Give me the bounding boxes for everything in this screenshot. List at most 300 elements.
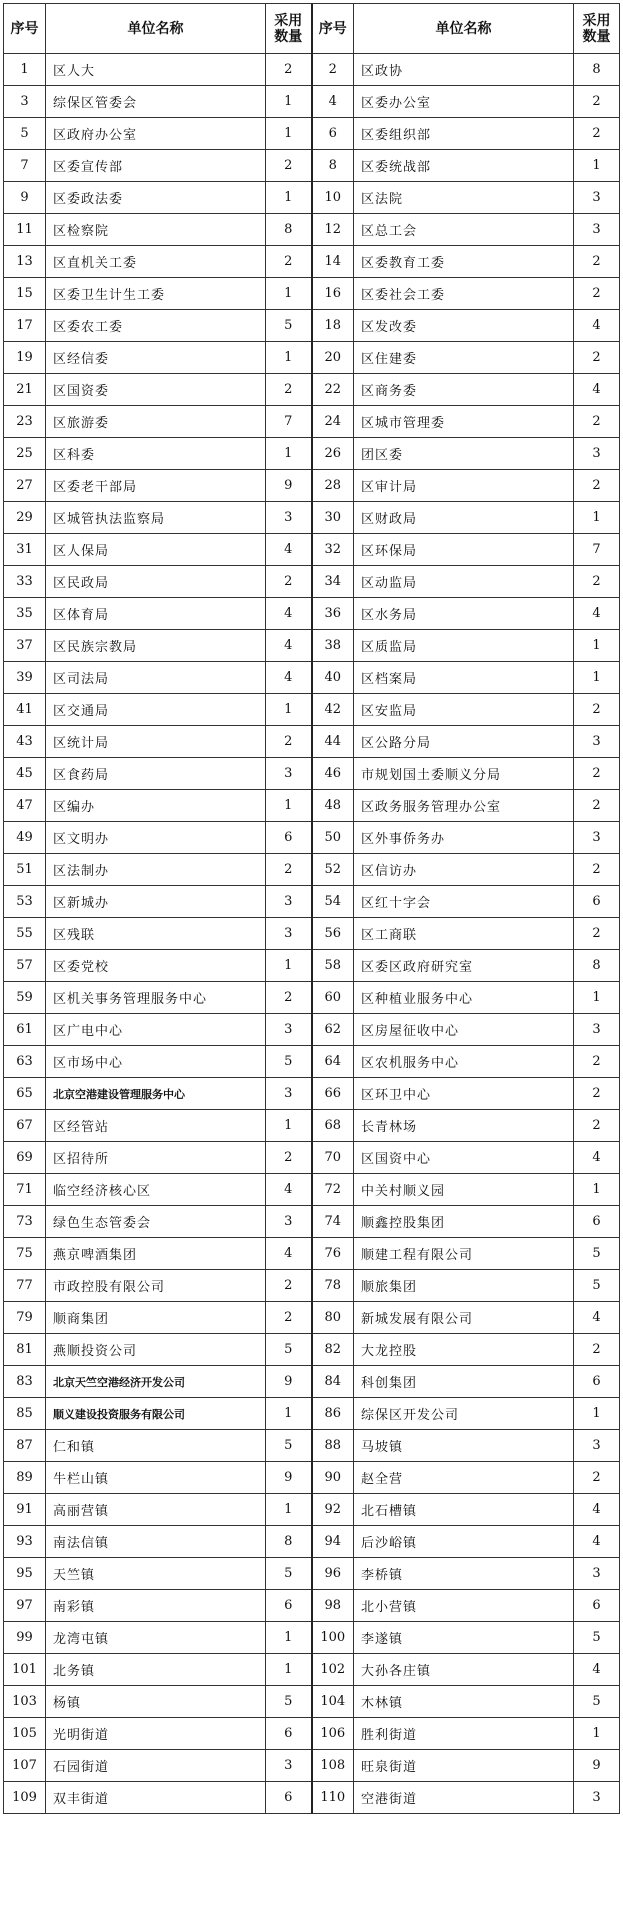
table-row bbox=[4, 790, 620, 822]
header-adoption-count bbox=[574, 4, 620, 54]
unit-name-cell: 南法信镇 bbox=[46, 1526, 266, 1558]
header-adoption-count-line2: 数量 bbox=[582, 28, 611, 45]
unit-name-cell: 区司法局 bbox=[46, 662, 266, 694]
adoption-count-cell: 2 bbox=[266, 150, 312, 182]
unit-name-cell: 科创集团 bbox=[354, 1366, 574, 1398]
serial-number-cell: 85 bbox=[4, 1398, 46, 1430]
adoption-count-cell: 4 bbox=[266, 534, 312, 566]
serial-number-cell: 109 bbox=[4, 1782, 46, 1814]
adoption-count-cell: 5 bbox=[266, 1558, 312, 1590]
table-row bbox=[4, 1334, 620, 1366]
unit-name-cell: 区安监局 bbox=[354, 694, 574, 726]
adoption-count-cell: 2 bbox=[266, 1302, 312, 1334]
unit-name-cell: 区质监局 bbox=[354, 630, 574, 662]
adoption-count-cell: 5 bbox=[574, 1270, 620, 1302]
adoption-count-cell: 6 bbox=[574, 1366, 620, 1398]
serial-number-cell: 54 bbox=[312, 886, 354, 918]
serial-number-cell: 96 bbox=[312, 1558, 354, 1590]
serial-number-cell: 73 bbox=[4, 1206, 46, 1238]
header-unit-name: 单位名称 bbox=[46, 4, 266, 54]
adoption-count-cell: 1 bbox=[574, 982, 620, 1014]
serial-number-cell: 44 bbox=[312, 726, 354, 758]
serial-number-cell: 6 bbox=[312, 118, 354, 150]
unit-name-cell: 旺泉街道 bbox=[354, 1750, 574, 1782]
adoption-count-cell: 2 bbox=[574, 1078, 620, 1110]
adoption-count-cell: 1 bbox=[266, 182, 312, 214]
table-row bbox=[4, 1014, 620, 1046]
serial-number-cell: 15 bbox=[4, 278, 46, 310]
unit-name-cell: 区人大 bbox=[46, 54, 266, 86]
table-row bbox=[4, 854, 620, 886]
unit-name-cell: 区残联 bbox=[46, 918, 266, 950]
unit-name-cell: 天竺镇 bbox=[46, 1558, 266, 1590]
adoption-count-cell: 3 bbox=[266, 918, 312, 950]
adoption-count-cell: 3 bbox=[266, 1014, 312, 1046]
unit-name-cell: 绿色生态管委会 bbox=[46, 1206, 266, 1238]
unit-name-cell: 区委教育工委 bbox=[354, 246, 574, 278]
unit-name-cell: 区城市管理委 bbox=[354, 406, 574, 438]
serial-number-cell: 98 bbox=[312, 1590, 354, 1622]
serial-number-cell: 69 bbox=[4, 1142, 46, 1174]
adoption-count-cell: 5 bbox=[266, 1046, 312, 1078]
adoption-count-cell: 1 bbox=[266, 950, 312, 982]
adoption-count-cell: 6 bbox=[574, 886, 620, 918]
adoption-count-cell: 5 bbox=[574, 1622, 620, 1654]
unit-name-cell: 顺义建设投资服务有限公司 bbox=[46, 1398, 266, 1430]
unit-name-cell: 胜利街道 bbox=[354, 1718, 574, 1750]
table-row bbox=[4, 342, 620, 374]
table-row bbox=[4, 1206, 620, 1238]
table-row bbox=[4, 694, 620, 726]
unit-name-cell: 大孙各庄镇 bbox=[354, 1654, 574, 1686]
serial-number-cell: 92 bbox=[312, 1494, 354, 1526]
serial-number-cell: 39 bbox=[4, 662, 46, 694]
adoption-count-cell: 1 bbox=[574, 630, 620, 662]
serial-number-cell: 103 bbox=[4, 1686, 46, 1718]
table-row bbox=[4, 374, 620, 406]
adoption-count-cell: 1 bbox=[266, 1398, 312, 1430]
unit-name-cell: 燕顺投资公司 bbox=[46, 1334, 266, 1366]
table-row bbox=[4, 1462, 620, 1494]
unit-name-cell: 市规划国土委顺义分局 bbox=[354, 758, 574, 790]
serial-number-cell: 81 bbox=[4, 1334, 46, 1366]
unit-name-cell: 市政控股有限公司 bbox=[46, 1270, 266, 1302]
serial-number-cell: 12 bbox=[312, 214, 354, 246]
serial-number-cell: 55 bbox=[4, 918, 46, 950]
unit-name-cell: 区委社会工委 bbox=[354, 278, 574, 310]
adoption-count-cell: 3 bbox=[574, 726, 620, 758]
unit-name-cell: 区统计局 bbox=[46, 726, 266, 758]
adoption-count-cell: 1 bbox=[266, 790, 312, 822]
unit-name-cell: 区委统战部 bbox=[354, 150, 574, 182]
adoption-count-cell: 6 bbox=[574, 1590, 620, 1622]
adoption-count-cell: 1 bbox=[266, 86, 312, 118]
unit-name-cell: 区委办公室 bbox=[354, 86, 574, 118]
adoption-count-cell: 3 bbox=[266, 1206, 312, 1238]
serial-number-cell: 9 bbox=[4, 182, 46, 214]
unit-name-cell: 区人保局 bbox=[46, 534, 266, 566]
serial-number-cell: 95 bbox=[4, 1558, 46, 1590]
serial-number-cell: 83 bbox=[4, 1366, 46, 1398]
table-header bbox=[4, 4, 620, 54]
table-row bbox=[4, 662, 620, 694]
adoption-count-cell: 6 bbox=[266, 822, 312, 854]
unit-name-cell: 北京天竺空港经济开发公司 bbox=[46, 1366, 266, 1398]
adoption-count-cell: 5 bbox=[266, 1430, 312, 1462]
table-row bbox=[4, 1174, 620, 1206]
adoption-count-cell: 5 bbox=[574, 1686, 620, 1718]
serial-number-cell: 11 bbox=[4, 214, 46, 246]
serial-number-cell: 17 bbox=[4, 310, 46, 342]
adoption-count-cell: 2 bbox=[574, 918, 620, 950]
table-row bbox=[4, 1078, 620, 1110]
unit-name-cell: 区动监局 bbox=[354, 566, 574, 598]
table-row bbox=[4, 1558, 620, 1590]
adoption-count-cell: 3 bbox=[574, 1430, 620, 1462]
table-row bbox=[4, 1590, 620, 1622]
unit-name-cell: 燕京啤酒集团 bbox=[46, 1238, 266, 1270]
serial-number-cell: 63 bbox=[4, 1046, 46, 1078]
unit-name-cell: 区直机关工委 bbox=[46, 246, 266, 278]
serial-number-cell: 25 bbox=[4, 438, 46, 470]
table-row bbox=[4, 758, 620, 790]
unit-name-cell: 区政协 bbox=[354, 54, 574, 86]
adoption-count-cell: 4 bbox=[266, 1174, 312, 1206]
adoption-count-cell: 8 bbox=[574, 54, 620, 86]
serial-number-cell: 58 bbox=[312, 950, 354, 982]
table-row bbox=[4, 246, 620, 278]
unit-name-cell: 区档案局 bbox=[354, 662, 574, 694]
serial-number-cell: 91 bbox=[4, 1494, 46, 1526]
serial-number-cell: 48 bbox=[312, 790, 354, 822]
adoption-count-cell: 1 bbox=[574, 1718, 620, 1750]
adoption-count-cell: 1 bbox=[266, 342, 312, 374]
serial-number-cell: 51 bbox=[4, 854, 46, 886]
unit-name-cell: 区国资中心 bbox=[354, 1142, 574, 1174]
adoption-count-cell: 4 bbox=[574, 1526, 620, 1558]
serial-number-cell: 33 bbox=[4, 566, 46, 598]
serial-number-cell: 35 bbox=[4, 598, 46, 630]
adoption-count-cell: 3 bbox=[266, 502, 312, 534]
adoption-count-cell: 8 bbox=[574, 950, 620, 982]
adoption-count-cell: 2 bbox=[574, 246, 620, 278]
header-serial-number: 序号 bbox=[312, 4, 354, 54]
unit-name-cell: 区市场中心 bbox=[46, 1046, 266, 1078]
unit-name-cell: 区交通局 bbox=[46, 694, 266, 726]
adoption-count-cell: 2 bbox=[266, 566, 312, 598]
unit-name-cell: 区体育局 bbox=[46, 598, 266, 630]
unit-name-cell: 区环保局 bbox=[354, 534, 574, 566]
unit-name-cell: 双丰街道 bbox=[46, 1782, 266, 1814]
unit-name-cell: 区农机服务中心 bbox=[354, 1046, 574, 1078]
adoption-count-cell: 1 bbox=[574, 662, 620, 694]
adoption-count-cell: 4 bbox=[574, 1654, 620, 1686]
adoption-count-cell: 6 bbox=[266, 1782, 312, 1814]
table-row bbox=[4, 1686, 620, 1718]
adoption-count-cell: 2 bbox=[574, 694, 620, 726]
unit-name-cell: 杨镇 bbox=[46, 1686, 266, 1718]
serial-number-cell: 70 bbox=[312, 1142, 354, 1174]
unit-name-cell: 区种植业服务中心 bbox=[354, 982, 574, 1014]
adoption-count-cell: 3 bbox=[266, 1078, 312, 1110]
unit-name-cell: 仁和镇 bbox=[46, 1430, 266, 1462]
adoption-count-cell: 1 bbox=[574, 150, 620, 182]
serial-number-cell: 37 bbox=[4, 630, 46, 662]
serial-number-cell: 16 bbox=[312, 278, 354, 310]
adoption-count-cell: 1 bbox=[266, 1494, 312, 1526]
serial-number-cell: 93 bbox=[4, 1526, 46, 1558]
adoption-count-cell: 2 bbox=[574, 118, 620, 150]
unit-name-cell: 区委政法委 bbox=[46, 182, 266, 214]
serial-number-cell: 47 bbox=[4, 790, 46, 822]
unit-name-cell: 李遂镇 bbox=[354, 1622, 574, 1654]
unit-name-cell: 北石槽镇 bbox=[354, 1494, 574, 1526]
table-row bbox=[4, 1238, 620, 1270]
unit-name-cell: 区城管执法监察局 bbox=[46, 502, 266, 534]
serial-number-cell: 42 bbox=[312, 694, 354, 726]
serial-number-cell: 21 bbox=[4, 374, 46, 406]
table-row bbox=[4, 1526, 620, 1558]
serial-number-cell: 90 bbox=[312, 1462, 354, 1494]
adoption-count-cell: 2 bbox=[574, 854, 620, 886]
serial-number-cell: 31 bbox=[4, 534, 46, 566]
adoption-count-cell: 3 bbox=[266, 758, 312, 790]
header-serial-number: 序号 bbox=[4, 4, 46, 54]
serial-number-cell: 77 bbox=[4, 1270, 46, 1302]
table-row bbox=[4, 310, 620, 342]
unit-name-cell: 区信访办 bbox=[354, 854, 574, 886]
serial-number-cell: 10 bbox=[312, 182, 354, 214]
unit-name-cell: 区工商联 bbox=[354, 918, 574, 950]
serial-number-cell: 49 bbox=[4, 822, 46, 854]
serial-number-cell: 1 bbox=[4, 54, 46, 86]
table-row bbox=[4, 406, 620, 438]
serial-number-cell: 46 bbox=[312, 758, 354, 790]
serial-number-cell: 75 bbox=[4, 1238, 46, 1270]
table-row bbox=[4, 822, 620, 854]
serial-number-cell: 106 bbox=[312, 1718, 354, 1750]
adoption-count-cell: 7 bbox=[574, 534, 620, 566]
unit-name-cell: 空港街道 bbox=[354, 1782, 574, 1814]
unit-name-cell: 区公路分局 bbox=[354, 726, 574, 758]
unit-name-cell: 马坡镇 bbox=[354, 1430, 574, 1462]
unit-name-cell: 区经信委 bbox=[46, 342, 266, 374]
serial-number-cell: 8 bbox=[312, 150, 354, 182]
serial-number-cell: 67 bbox=[4, 1110, 46, 1142]
unit-name-cell: 区机关事务管理服务中心 bbox=[46, 982, 266, 1014]
adoption-count-cell: 4 bbox=[574, 598, 620, 630]
table-row bbox=[4, 1110, 620, 1142]
table-row bbox=[4, 1302, 620, 1334]
adoption-count-cell: 4 bbox=[574, 310, 620, 342]
unit-name-cell: 区检察院 bbox=[46, 214, 266, 246]
unit-name-cell: 顺商集团 bbox=[46, 1302, 266, 1334]
serial-number-cell: 56 bbox=[312, 918, 354, 950]
unit-name-cell: 区房屋征收中心 bbox=[354, 1014, 574, 1046]
table-row bbox=[4, 1366, 620, 1398]
adoption-count-cell: 2 bbox=[574, 470, 620, 502]
adoption-count-cell: 2 bbox=[266, 854, 312, 886]
serial-number-cell: 74 bbox=[312, 1206, 354, 1238]
adoption-count-cell: 4 bbox=[266, 598, 312, 630]
adoption-count-cell: 6 bbox=[574, 1206, 620, 1238]
serial-number-cell: 3 bbox=[4, 86, 46, 118]
serial-number-cell: 102 bbox=[312, 1654, 354, 1686]
table-row bbox=[4, 182, 620, 214]
serial-number-cell: 57 bbox=[4, 950, 46, 982]
unit-name-cell: 中关村顺义园 bbox=[354, 1174, 574, 1206]
serial-number-cell: 23 bbox=[4, 406, 46, 438]
unit-name-cell: 区政府办公室 bbox=[46, 118, 266, 150]
adoption-count-cell: 2 bbox=[574, 758, 620, 790]
serial-number-cell: 45 bbox=[4, 758, 46, 790]
adoption-count-cell: 2 bbox=[574, 86, 620, 118]
table-row bbox=[4, 502, 620, 534]
serial-number-cell: 52 bbox=[312, 854, 354, 886]
serial-number-cell: 101 bbox=[4, 1654, 46, 1686]
adoption-count-cell: 2 bbox=[574, 790, 620, 822]
adoption-count-cell: 1 bbox=[266, 694, 312, 726]
unit-name-cell: 顺建工程有限公司 bbox=[354, 1238, 574, 1270]
unit-name-cell: 光明街道 bbox=[46, 1718, 266, 1750]
table-row bbox=[4, 566, 620, 598]
serial-number-cell: 53 bbox=[4, 886, 46, 918]
serial-number-cell: 19 bbox=[4, 342, 46, 374]
serial-number-cell: 4 bbox=[312, 86, 354, 118]
serial-number-cell: 71 bbox=[4, 1174, 46, 1206]
serial-number-cell: 78 bbox=[312, 1270, 354, 1302]
unit-name-cell: 区红十字会 bbox=[354, 886, 574, 918]
adoption-count-cell: 2 bbox=[266, 726, 312, 758]
unit-name-cell: 综保区开发公司 bbox=[354, 1398, 574, 1430]
adoption-count-cell: 1 bbox=[266, 1110, 312, 1142]
unit-name-cell: 区委卫生计生工委 bbox=[46, 278, 266, 310]
unit-name-cell: 区政务服务管理办公室 bbox=[354, 790, 574, 822]
unit-name-cell: 区经管站 bbox=[46, 1110, 266, 1142]
adoption-count-cell: 9 bbox=[574, 1750, 620, 1782]
adoption-count-cell: 1 bbox=[266, 278, 312, 310]
table-row bbox=[4, 918, 620, 950]
adoption-count-cell: 5 bbox=[574, 1238, 620, 1270]
serial-number-cell: 72 bbox=[312, 1174, 354, 1206]
unit-name-cell: 区委组织部 bbox=[354, 118, 574, 150]
unit-name-cell: 区环卫中心 bbox=[354, 1078, 574, 1110]
unit-name-cell: 石园街道 bbox=[46, 1750, 266, 1782]
table-row bbox=[4, 118, 620, 150]
table-row bbox=[4, 1142, 620, 1174]
unit-name-cell: 牛栏山镇 bbox=[46, 1462, 266, 1494]
adoption-count-cell: 3 bbox=[574, 1014, 620, 1046]
serial-number-cell: 66 bbox=[312, 1078, 354, 1110]
adoption-count-cell: 3 bbox=[574, 822, 620, 854]
table-row bbox=[4, 886, 620, 918]
unit-name-cell: 区科委 bbox=[46, 438, 266, 470]
header-adoption-count-line1: 采用 bbox=[582, 12, 611, 29]
unit-name-cell: 区编办 bbox=[46, 790, 266, 822]
unit-name-cell: 区外事侨务办 bbox=[354, 822, 574, 854]
serial-number-cell: 79 bbox=[4, 1302, 46, 1334]
serial-number-cell: 60 bbox=[312, 982, 354, 1014]
table-row bbox=[4, 1046, 620, 1078]
unit-name-cell: 区委党校 bbox=[46, 950, 266, 982]
table-row bbox=[4, 278, 620, 310]
serial-number-cell: 88 bbox=[312, 1430, 354, 1462]
serial-number-cell: 94 bbox=[312, 1526, 354, 1558]
table-row bbox=[4, 1750, 620, 1782]
serial-number-cell: 87 bbox=[4, 1430, 46, 1462]
adoption-count-cell: 9 bbox=[266, 1462, 312, 1494]
adoption-count-cell: 9 bbox=[266, 470, 312, 502]
adoption-count-cell: 2 bbox=[574, 1110, 620, 1142]
adoption-count-cell: 1 bbox=[574, 502, 620, 534]
adoption-count-cell: 1 bbox=[266, 438, 312, 470]
serial-number-cell: 89 bbox=[4, 1462, 46, 1494]
unit-name-cell: 长青林场 bbox=[354, 1110, 574, 1142]
serial-number-cell: 80 bbox=[312, 1302, 354, 1334]
adoption-count-cell: 2 bbox=[574, 406, 620, 438]
adoption-count-cell: 2 bbox=[266, 982, 312, 1014]
table-row bbox=[4, 598, 620, 630]
serial-number-cell: 40 bbox=[312, 662, 354, 694]
unit-name-cell: 区文明办 bbox=[46, 822, 266, 854]
serial-number-cell: 22 bbox=[312, 374, 354, 406]
adoption-count-cell: 6 bbox=[266, 1718, 312, 1750]
serial-number-cell: 41 bbox=[4, 694, 46, 726]
serial-number-cell: 13 bbox=[4, 246, 46, 278]
unit-name-cell: 区委宣传部 bbox=[46, 150, 266, 182]
adoption-count-cell: 2 bbox=[574, 1462, 620, 1494]
table-row bbox=[4, 1398, 620, 1430]
header-unit-name: 单位名称 bbox=[354, 4, 574, 54]
adoption-count-cell: 3 bbox=[574, 182, 620, 214]
adoption-count-cell: 4 bbox=[574, 1142, 620, 1174]
adoption-count-cell: 2 bbox=[266, 246, 312, 278]
unit-name-cell: 区审计局 bbox=[354, 470, 574, 502]
unit-name-cell: 北务镇 bbox=[46, 1654, 266, 1686]
table-row bbox=[4, 982, 620, 1014]
serial-number-cell: 64 bbox=[312, 1046, 354, 1078]
adoption-count-cell: 3 bbox=[574, 214, 620, 246]
serial-number-cell: 26 bbox=[312, 438, 354, 470]
unit-name-cell: 区法制办 bbox=[46, 854, 266, 886]
header-adoption-count-line1: 采用 bbox=[274, 12, 303, 29]
header-adoption-count bbox=[266, 4, 312, 54]
adoption-count-cell: 4 bbox=[266, 1238, 312, 1270]
adoption-count-cell: 9 bbox=[266, 1366, 312, 1398]
serial-number-cell: 105 bbox=[4, 1718, 46, 1750]
adoption-count-cell: 2 bbox=[574, 566, 620, 598]
unit-name-cell: 区商务委 bbox=[354, 374, 574, 406]
adoption-count-cell: 2 bbox=[574, 1334, 620, 1366]
table-row bbox=[4, 1270, 620, 1302]
unit-name-cell: 区委老干部局 bbox=[46, 470, 266, 502]
adoption-count-table bbox=[3, 3, 620, 1814]
serial-number-cell: 2 bbox=[312, 54, 354, 86]
serial-number-cell: 100 bbox=[312, 1622, 354, 1654]
serial-number-cell: 110 bbox=[312, 1782, 354, 1814]
serial-number-cell: 30 bbox=[312, 502, 354, 534]
unit-name-cell: 区新城办 bbox=[46, 886, 266, 918]
adoption-count-cell: 3 bbox=[574, 438, 620, 470]
serial-number-cell: 59 bbox=[4, 982, 46, 1014]
table-row bbox=[4, 726, 620, 758]
table-row bbox=[4, 630, 620, 662]
serial-number-cell: 50 bbox=[312, 822, 354, 854]
serial-number-cell: 86 bbox=[312, 1398, 354, 1430]
adoption-count-cell: 1 bbox=[266, 1622, 312, 1654]
unit-name-cell: 南彩镇 bbox=[46, 1590, 266, 1622]
adoption-count-cell: 3 bbox=[574, 1782, 620, 1814]
